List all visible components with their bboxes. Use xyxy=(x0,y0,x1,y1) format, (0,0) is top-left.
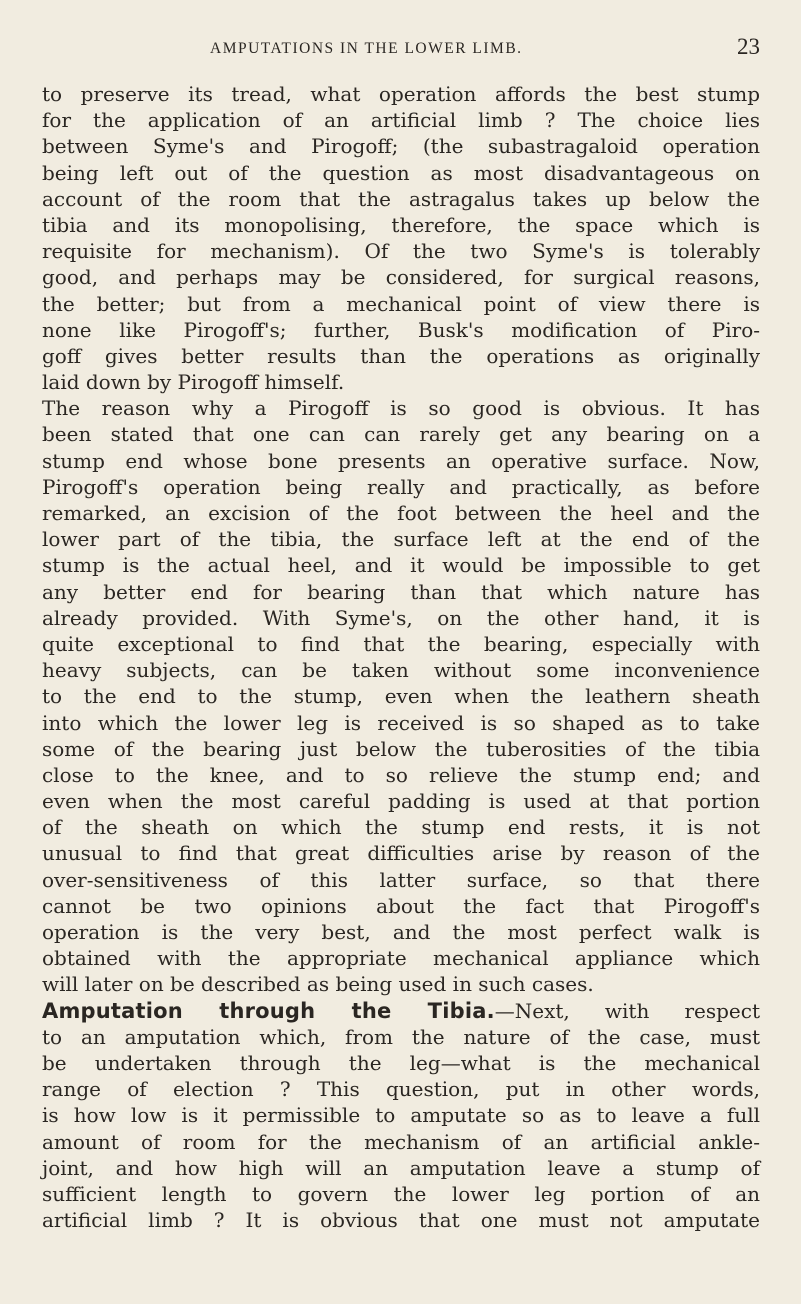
text-line: between Syme's and Pirogoff; (the subastragaloid operation xyxy=(42,134,760,159)
section-heading-continuation: —Next, with respect xyxy=(494,998,760,1023)
section-heading-line xyxy=(42,998,760,1024)
text-line: operation is the very best, and the most perfect walk is xyxy=(42,920,760,944)
text-line: laid down by Pirogoff himself. xyxy=(42,370,345,395)
text-line: The reason why a Pirogoff is so good is obvious. It has xyxy=(42,396,760,421)
text-line: amount of room for the mechanism of an artificial ankle- xyxy=(42,1129,760,1154)
text-line: into which the lower leg is received is so shaped as to take xyxy=(42,710,760,735)
text-line: been stated that one can can rarely get any bearing on a xyxy=(42,422,760,447)
text-line: remarked, an excision of the foot between the heel and the xyxy=(42,501,760,525)
text-line: the better; but from a mechanical point of view there is xyxy=(42,291,760,316)
text-line: for the application of an artificial limb ? The choice lies xyxy=(42,108,760,133)
text-line: cannot be two opinions about the fact that Pirogoff's xyxy=(42,893,760,918)
text-line: quite exceptional to find that the bearing, especially with xyxy=(42,631,760,656)
text-line: good, and perhaps may be considered, for surgical reasons, xyxy=(42,265,760,290)
text-line: Pirogoff's operation being really and practically, as before xyxy=(42,474,760,499)
text-line: tibia and its monopolising, therefore, the space which is xyxy=(42,212,760,237)
section-heading: Amputation through the Tibia. xyxy=(42,998,495,1023)
text-line: to an amputation which, from the nature of the case, must xyxy=(42,1024,760,1049)
text-line: requisite for mechanism). Of the two Syme's is tolerably xyxy=(42,239,760,264)
text-line: is how low is it permissible to amputate so as to leave a full xyxy=(42,1103,760,1128)
text-line: account of the room that the astragalus takes up below the xyxy=(42,186,760,211)
text-line: goff gives better results than the operations as originally xyxy=(42,343,760,368)
text-line: some of the bearing just below the tuberosities of the tibia xyxy=(42,736,760,761)
text-line: even when the most careful padding is used at that portion xyxy=(42,789,760,814)
text-line: stump end whose bone presents an operative surface. Now, xyxy=(42,448,760,473)
text-line: lower part of the tibia, the surface left at the end of the xyxy=(42,527,760,552)
text-line: artificial limb ? It is obvious that one must not amputate xyxy=(42,1208,760,1233)
text-line: obtained with the appropriate mechanical appliance which xyxy=(42,946,760,971)
body-text xyxy=(42,81,760,1233)
text-line: will later on be described as being used in such cases. xyxy=(42,972,594,997)
running-title: AMPUTATIONS IN THE LOWER LIMB. xyxy=(210,40,523,57)
text-line: none like Pirogoff's; further, Busk's modification of Piro- xyxy=(42,317,760,342)
text-line: being left out of the question as most disadvantageous on xyxy=(42,160,760,185)
text-line: be undertaken through the leg—what is the mechanical xyxy=(42,1050,760,1075)
text-line: close to the knee, and to so relieve the stump end; and xyxy=(42,762,760,787)
text-line: over-sensitiveness of this latter surface, so that there xyxy=(42,867,760,892)
page-number: 23 xyxy=(737,34,760,59)
text-line: to the end to the stump, even when the leathern sheath xyxy=(42,684,760,709)
text-line: unusual to find that great difficulties arise by reason of the xyxy=(42,841,760,866)
text-line: stump is the actual heel, and it would be impossible to get xyxy=(42,553,760,578)
text-line: already provided. With Syme's, on the other hand, it is xyxy=(42,605,760,630)
text-line: sufficient length to govern the lower leg portion of an xyxy=(42,1181,760,1206)
text-line: of the sheath on which the stump end rests, it is not xyxy=(42,815,760,840)
text-line: to preserve its tread, what operation affords the best stump xyxy=(42,82,760,106)
text-line: range of election ? This question, put in other words, xyxy=(42,1077,760,1102)
text-line: joint, and how high will an amputation leave a stump of xyxy=(42,1155,760,1180)
text-line: heavy subjects, can be taken without some inconvenience xyxy=(42,658,760,683)
text-line: any better end for bearing than that which nature has xyxy=(42,579,760,604)
